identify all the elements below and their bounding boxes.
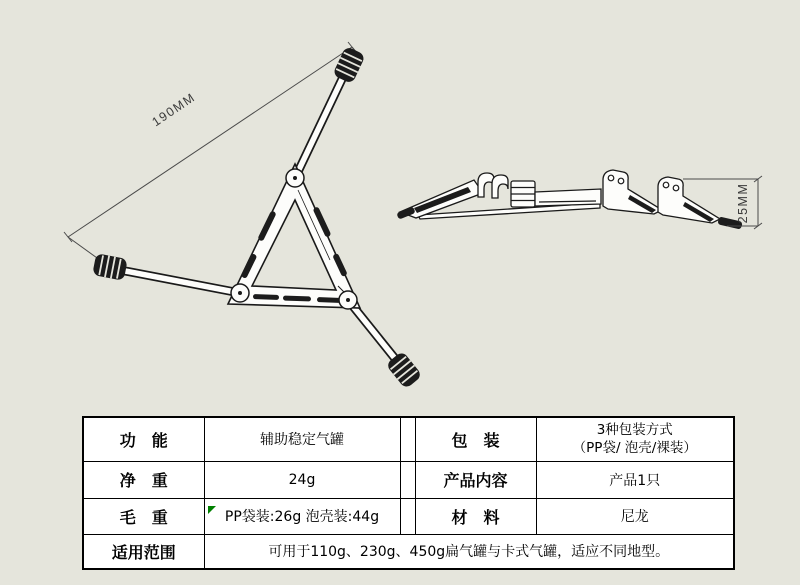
- spec-row-grossweight-material: [83, 498, 734, 534]
- value-material: 尼龙: [536, 498, 734, 534]
- label-gross-weight: 毛 重: [83, 498, 204, 534]
- dimension-label-25mm: 25MM: [736, 182, 750, 224]
- spacer-cell: [400, 498, 415, 534]
- value-applicable-range: 可用于110g、230g、450g扁气罐与卡式气罐，适应不同地型。: [204, 534, 734, 569]
- spacer-cell: [400, 461, 415, 498]
- dimension-label-190mm: 190MM: [149, 90, 199, 130]
- spacer-cell: [400, 417, 415, 461]
- cell-corner-marker: [208, 506, 216, 514]
- spec-table: [82, 416, 735, 570]
- rubber-foot-top: [332, 46, 365, 84]
- label-material: 材 料: [415, 498, 536, 534]
- spec-row-function-packaging: [83, 417, 734, 461]
- spec-row-applicable-range: [83, 534, 734, 569]
- folded-view-drawing: [390, 153, 790, 253]
- label-function: 功 能: [83, 417, 204, 461]
- label-product-content: 产品内容: [415, 461, 536, 498]
- label-applicable-range: 适用范围: [83, 534, 204, 569]
- value-function: 辅助稳定气罐: [204, 417, 400, 461]
- value-gross-weight: PP袋装:26g 泡壳装:44g: [204, 498, 400, 534]
- value-product-content: 产品1只: [536, 461, 734, 498]
- value-packaging: 3种包装方式 （PP袋/ 泡壳/裸装）: [536, 417, 734, 461]
- spec-row-netweight-content: [83, 461, 734, 498]
- value-net-weight: 24g: [204, 461, 400, 498]
- rubber-foot-left: [92, 253, 128, 281]
- label-packaging: 包 装: [415, 417, 536, 461]
- open-view-drawing: [40, 20, 440, 400]
- label-net-weight: 净 重: [83, 461, 204, 498]
